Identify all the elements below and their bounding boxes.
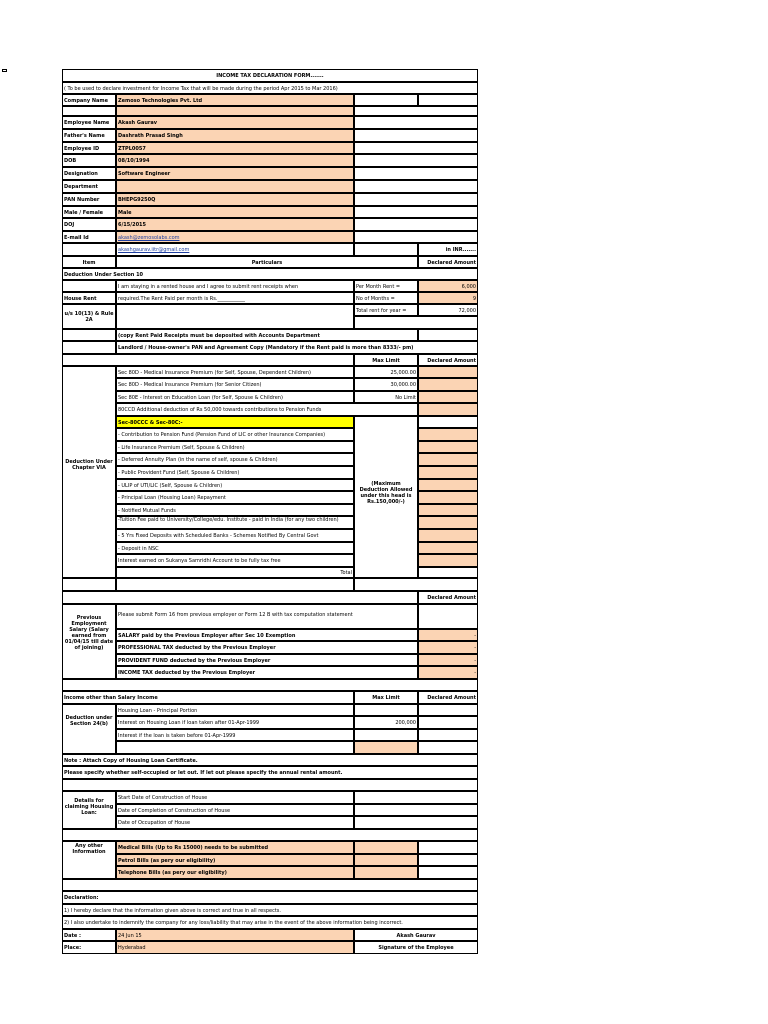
telephone-bills-input[interactable]: [354, 866, 418, 879]
prev-provident-fund-row: PROVIDENT FUND deducted by the Previous Employer: [116, 654, 418, 666]
via-row-text: Sec 80E - Interest on Education Loan (for Self, Spouse & Children): [116, 391, 354, 403]
empty-cell: [354, 316, 478, 329]
via-row-text: 80CCD Additional deduction of Rs 50,000 towards contributions to Pension Funds: [116, 403, 418, 416]
employee-name-label: Employee Name: [62, 116, 116, 129]
prev-salary-row: SALARY paid by the Previous Employer after Sec 10 Exemption: [116, 629, 418, 641]
item-header: Item: [62, 256, 116, 268]
empty-cell: [62, 243, 116, 256]
sec80c-item: - 5 Yrs Fixed Deposits with Scheduled Banks - Schemes Notified By Central Govt: [116, 529, 354, 542]
occupation-date-row: Date of Occupation of House: [116, 816, 354, 829]
company-label: Company Name: [62, 94, 116, 106]
empty-cell: [418, 741, 478, 754]
construction-completion-row: Date of Completion of Construction of House: [116, 804, 354, 816]
max-limit-header: Max Limit: [354, 354, 418, 366]
sec80c-amount-input[interactable]: [418, 529, 478, 542]
father-name-label: Father's Name: [62, 129, 116, 142]
place-label: Place:: [62, 941, 116, 954]
rent-text-1: I am staying in a rented house and I agree to submit rent receipts when: [116, 280, 354, 292]
empty-cell: [354, 106, 478, 116]
self-occupied-note: Please specify whether self-occupied or let out. If let out please specify the annual rental amount.: [62, 766, 478, 779]
declaration-heading: Declaration:: [62, 891, 478, 904]
housing-interest-before-row: Interest if the loan is taken before 01-Apr-1999: [116, 729, 354, 741]
sec80c-amount-input[interactable]: [418, 453, 478, 466]
empty-cell: [354, 578, 478, 591]
designation-field[interactable]: Software Engineer: [116, 167, 354, 180]
via-total-label: Total: [116, 567, 354, 578]
max-deduction-note: (Maximum Deduction Allowed under this head is Rs.150,000/-): [354, 416, 418, 578]
prev-professional-tax-amount[interactable]: -: [418, 641, 478, 654]
empty-cell: [116, 304, 354, 329]
email-label: E-mail Id: [62, 231, 116, 243]
sec80c-amount-input[interactable]: [418, 491, 478, 504]
empty-cell: [62, 329, 116, 341]
email-field[interactable]: akash@zemosolabs.com: [116, 231, 354, 243]
housing-amount-input[interactable]: [354, 741, 418, 754]
doj-label: DOJ: [62, 218, 116, 231]
empty-cell: [62, 578, 116, 591]
sec80c-amount-input[interactable]: [418, 441, 478, 453]
doj-field[interactable]: 6/15/2015: [116, 218, 354, 231]
copy-rent-note: (copy Rent Paid Receipts must be deposited with Accounts Department: [116, 329, 418, 341]
declared-header: Declared Amount: [418, 256, 478, 268]
declaration-line-2: 2) I also undertake to indemnify the company for any loss/liability that may arise in the event of the above information being incorrect.: [62, 916, 478, 929]
pan-field[interactable]: BHEPG9250Q: [116, 193, 354, 206]
empty-cell: [62, 879, 478, 891]
empty-cell: [62, 591, 418, 604]
section10-heading: Deduction Under Section 10: [62, 268, 478, 280]
declared-header-prev: Declared Amount: [418, 591, 478, 604]
designation-label: Designation: [62, 167, 116, 180]
checkbox-marker: [2, 69, 7, 72]
empty-cell: [354, 729, 418, 741]
prev-income-tax-row: INCOME TAX deducted by the Previous Employer: [116, 666, 418, 679]
declared-header-other: Declared Amount: [418, 691, 478, 704]
sec80c-amount-input[interactable]: [418, 504, 478, 516]
employee-name-field[interactable]: Akash Gaurav: [116, 116, 354, 129]
landlord-note: Landlord / House-owner's PAN and Agreement Copy (Mandatory if the Rent paid is more than 8333/- pm): [116, 341, 478, 354]
housing-interest-limit: 200,000: [354, 716, 418, 729]
pan-label: PAN Number: [62, 193, 116, 206]
per-month-label: Per Month Rent =: [354, 280, 418, 292]
empty-cell: [116, 741, 354, 754]
empty-cell: [62, 829, 478, 841]
prev-salary-amount[interactable]: -: [418, 629, 478, 641]
empty-cell: [418, 94, 478, 106]
chapter6a-label: Deduction Under Chapter VIA: [62, 366, 116, 578]
empty-cell: [354, 193, 478, 206]
sec80c-item: - ULIP of UTI/LIC (Self, Spouse & Children): [116, 479, 354, 491]
petrol-bills-input[interactable]: [354, 854, 418, 866]
total-rent-label: Total rent for year =: [354, 304, 418, 316]
sec80c-item: - Public Provident Fund (Self, Spouse & Children): [116, 466, 354, 479]
per-month-rent-field[interactable]: 6,000: [418, 280, 478, 292]
empty-cell: [354, 116, 478, 129]
empty-cell: [354, 129, 478, 142]
empty-cell: [418, 854, 478, 866]
form-subtitle: ( To be used to declare investment for Income Tax that will be made during the period Apr 2015 to Mar 2016): [62, 82, 478, 94]
empty-cell: [354, 243, 418, 256]
gender-label: Male / Female: [62, 206, 116, 218]
empty-cell: [62, 341, 116, 354]
empty-cell: [418, 729, 478, 741]
company-field[interactable]: Zemoso Technologies Pvt. Ltd: [116, 94, 354, 106]
via-row-amount-input[interactable]: [418, 378, 478, 391]
months-field[interactable]: 9: [418, 292, 478, 304]
declared-header-via: Declared Amount: [418, 354, 478, 366]
dob-label: DOB: [62, 154, 116, 167]
sec80c-amount-input[interactable]: [418, 466, 478, 479]
via-row-amount-input[interactable]: [418, 366, 478, 378]
place-field[interactable]: Hyderabad: [116, 941, 354, 954]
via-row-text: Sec 80D - Medical Insurance Premium (for Self, Spouse, Dependent Children): [116, 366, 354, 378]
tax-declaration-form: [62, 0, 478, 1024]
via-row-limit: No Limit: [354, 391, 418, 403]
section24b-label: Deduction under Section 24(b): [62, 704, 116, 754]
construction-completion-value[interactable]: [354, 804, 478, 816]
department-field[interactable]: [116, 180, 354, 193]
sec80c-item: - Principal Loan (Housing Loan) Repayment: [116, 491, 354, 504]
prev-provident-fund-amount[interactable]: -: [418, 654, 478, 666]
empty-cell: [354, 154, 478, 167]
via-row-limit: 25,000.00: [354, 366, 418, 378]
gender-field[interactable]: Male: [116, 206, 354, 218]
sec80c-item: Interest earned on Sukanya Samridhi Account to be fully tax free: [116, 554, 354, 567]
date-field[interactable]: 24 Jun 15: [116, 929, 354, 941]
months-label: No of Months =: [354, 292, 418, 304]
sec80c-item: - Deferred Annuity Plan (in the name of self, spouse & Children): [116, 453, 354, 466]
empty-cell: [418, 329, 478, 341]
other-income-heading: Income other than Salary Income: [62, 691, 354, 704]
other-info-label: Any other Information: [62, 841, 116, 879]
secondary-email[interactable]: akashgaurav.iitr@gmail.com: [116, 243, 354, 256]
prev-professional-tax-row: PROFESSIONAL TAX deducted by the Previous Employer: [116, 641, 418, 654]
sec80c-amount-input[interactable]: [418, 516, 478, 529]
empty-cell: [62, 779, 478, 791]
sec80c-item: - Life Insurance Premium (Self, Spouse & Children): [116, 441, 354, 453]
via-row-amount-input[interactable]: [418, 403, 478, 416]
via-total-value: [418, 567, 478, 578]
previous-employment-label: Previous Employment Salary (Salary earned from 01/04/15 till date of joining): [62, 604, 116, 679]
medical-bills-input[interactable]: [354, 841, 418, 854]
housing-loan-limit: [354, 704, 418, 716]
empty-cell: [418, 604, 478, 629]
employee-signature-name: Akash Gaurav: [354, 929, 478, 941]
max-limit-header-2: Max Limit: [354, 691, 418, 704]
section10-rule-label: u/s 10(13) & Rule 2A: [62, 304, 116, 329]
empty-cell: [418, 716, 478, 729]
via-row-text: Sec 80D - Medical Insurance Premium (for Senior Citizen): [116, 378, 354, 391]
signature-label: Signature of the Employee: [354, 941, 478, 954]
date-label: Date :: [62, 929, 116, 941]
empty-cell: [418, 866, 478, 879]
empty-cell: [418, 704, 478, 716]
employee-id-field[interactable]: ZTPL0057: [116, 142, 354, 154]
telephone-bills-row: Telephone Bills (as pery our eligibility): [116, 866, 354, 879]
sec80c-amount-input[interactable]: [418, 542, 478, 554]
empty-cell: [62, 354, 354, 366]
empty-cell: [354, 94, 418, 106]
empty-cell: [354, 167, 478, 180]
sec80c-amount-input[interactable]: [418, 554, 478, 567]
father-name-field[interactable]: Dashrath Prasad Singh: [116, 129, 354, 142]
prev-income-tax-amount[interactable]: -: [418, 666, 478, 679]
department-label: Department: [62, 180, 116, 193]
particulars-header: Particulars: [116, 256, 418, 268]
empty-cell: [354, 231, 478, 243]
housing-details-label: Details for claiming Housing Loan:: [62, 791, 116, 829]
rent-text-2: required.The Rent Paid per month is Rs.___________: [116, 292, 354, 304]
house-rent-label: House Rent: [62, 292, 116, 304]
empty-cell: [354, 142, 478, 154]
empty-cell: [62, 679, 478, 691]
sec80c-item: - Deposit in NSC: [116, 542, 354, 554]
housing-loan-row: Housing Loan - Principal Portion: [116, 704, 354, 716]
empty-cell: [354, 218, 478, 231]
empty-cell: [354, 180, 478, 193]
housing-interest-after-row: Interest on Housing Loan if loan taken after 01-Apr-1999: [116, 716, 354, 729]
petrol-bills-row: Petrol Bills (as pery our eligibility): [116, 854, 354, 866]
declaration-line-1: 1) I hereby declare that the information given above is correct and true in all respects.: [62, 904, 478, 916]
construction-start-value[interactable]: [354, 791, 478, 804]
via-row-limit: 30,000.00: [354, 378, 418, 391]
empty-cell: [62, 280, 116, 292]
sec80c-item: -Tuition Fee paid to University/College/edu. Institute - paid in India (for any two children): [116, 516, 354, 529]
empty-input-cell[interactable]: [116, 106, 354, 116]
currency-note: in INR.......: [418, 243, 478, 256]
via-row-amount-input[interactable]: [418, 391, 478, 403]
construction-start-row: Start Date of Construction of House: [116, 791, 354, 804]
empty-cell: [418, 416, 478, 428]
sec80c-item: - Notified Mutual Funds: [116, 504, 354, 516]
employee-id-label: Employee ID: [62, 142, 116, 154]
medical-bills-row: Medical Bills (Up to Rs 15000) needs to be submitted: [116, 841, 354, 854]
empty-cell: [116, 578, 354, 591]
empty-cell: [62, 106, 116, 116]
housing-loan-note: Note : Attach Copy of Housing Loan Certificate.: [62, 754, 478, 766]
sec80c-heading: Sec-80CCC & Sec-80C:-: [116, 416, 354, 428]
dob-field[interactable]: 08/10/1994: [116, 154, 354, 167]
sec80c-amount-input[interactable]: [418, 428, 478, 441]
sec80c-amount-input[interactable]: [418, 479, 478, 491]
total-rent-value: 72,000: [418, 304, 478, 316]
form16-note: Please submit Form 16 from previous employer or Form 12 B with tax computation statement: [116, 604, 418, 629]
empty-cell: [418, 841, 478, 854]
occupation-date-value[interactable]: [354, 816, 478, 829]
form-title: INCOME TAX DECLARATION FORM.......: [62, 69, 478, 82]
empty-cell: [354, 206, 478, 218]
sec80c-item: - Contribution to Pension Fund (Pension Fund of LIC or other Insurance Companies): [116, 428, 354, 441]
